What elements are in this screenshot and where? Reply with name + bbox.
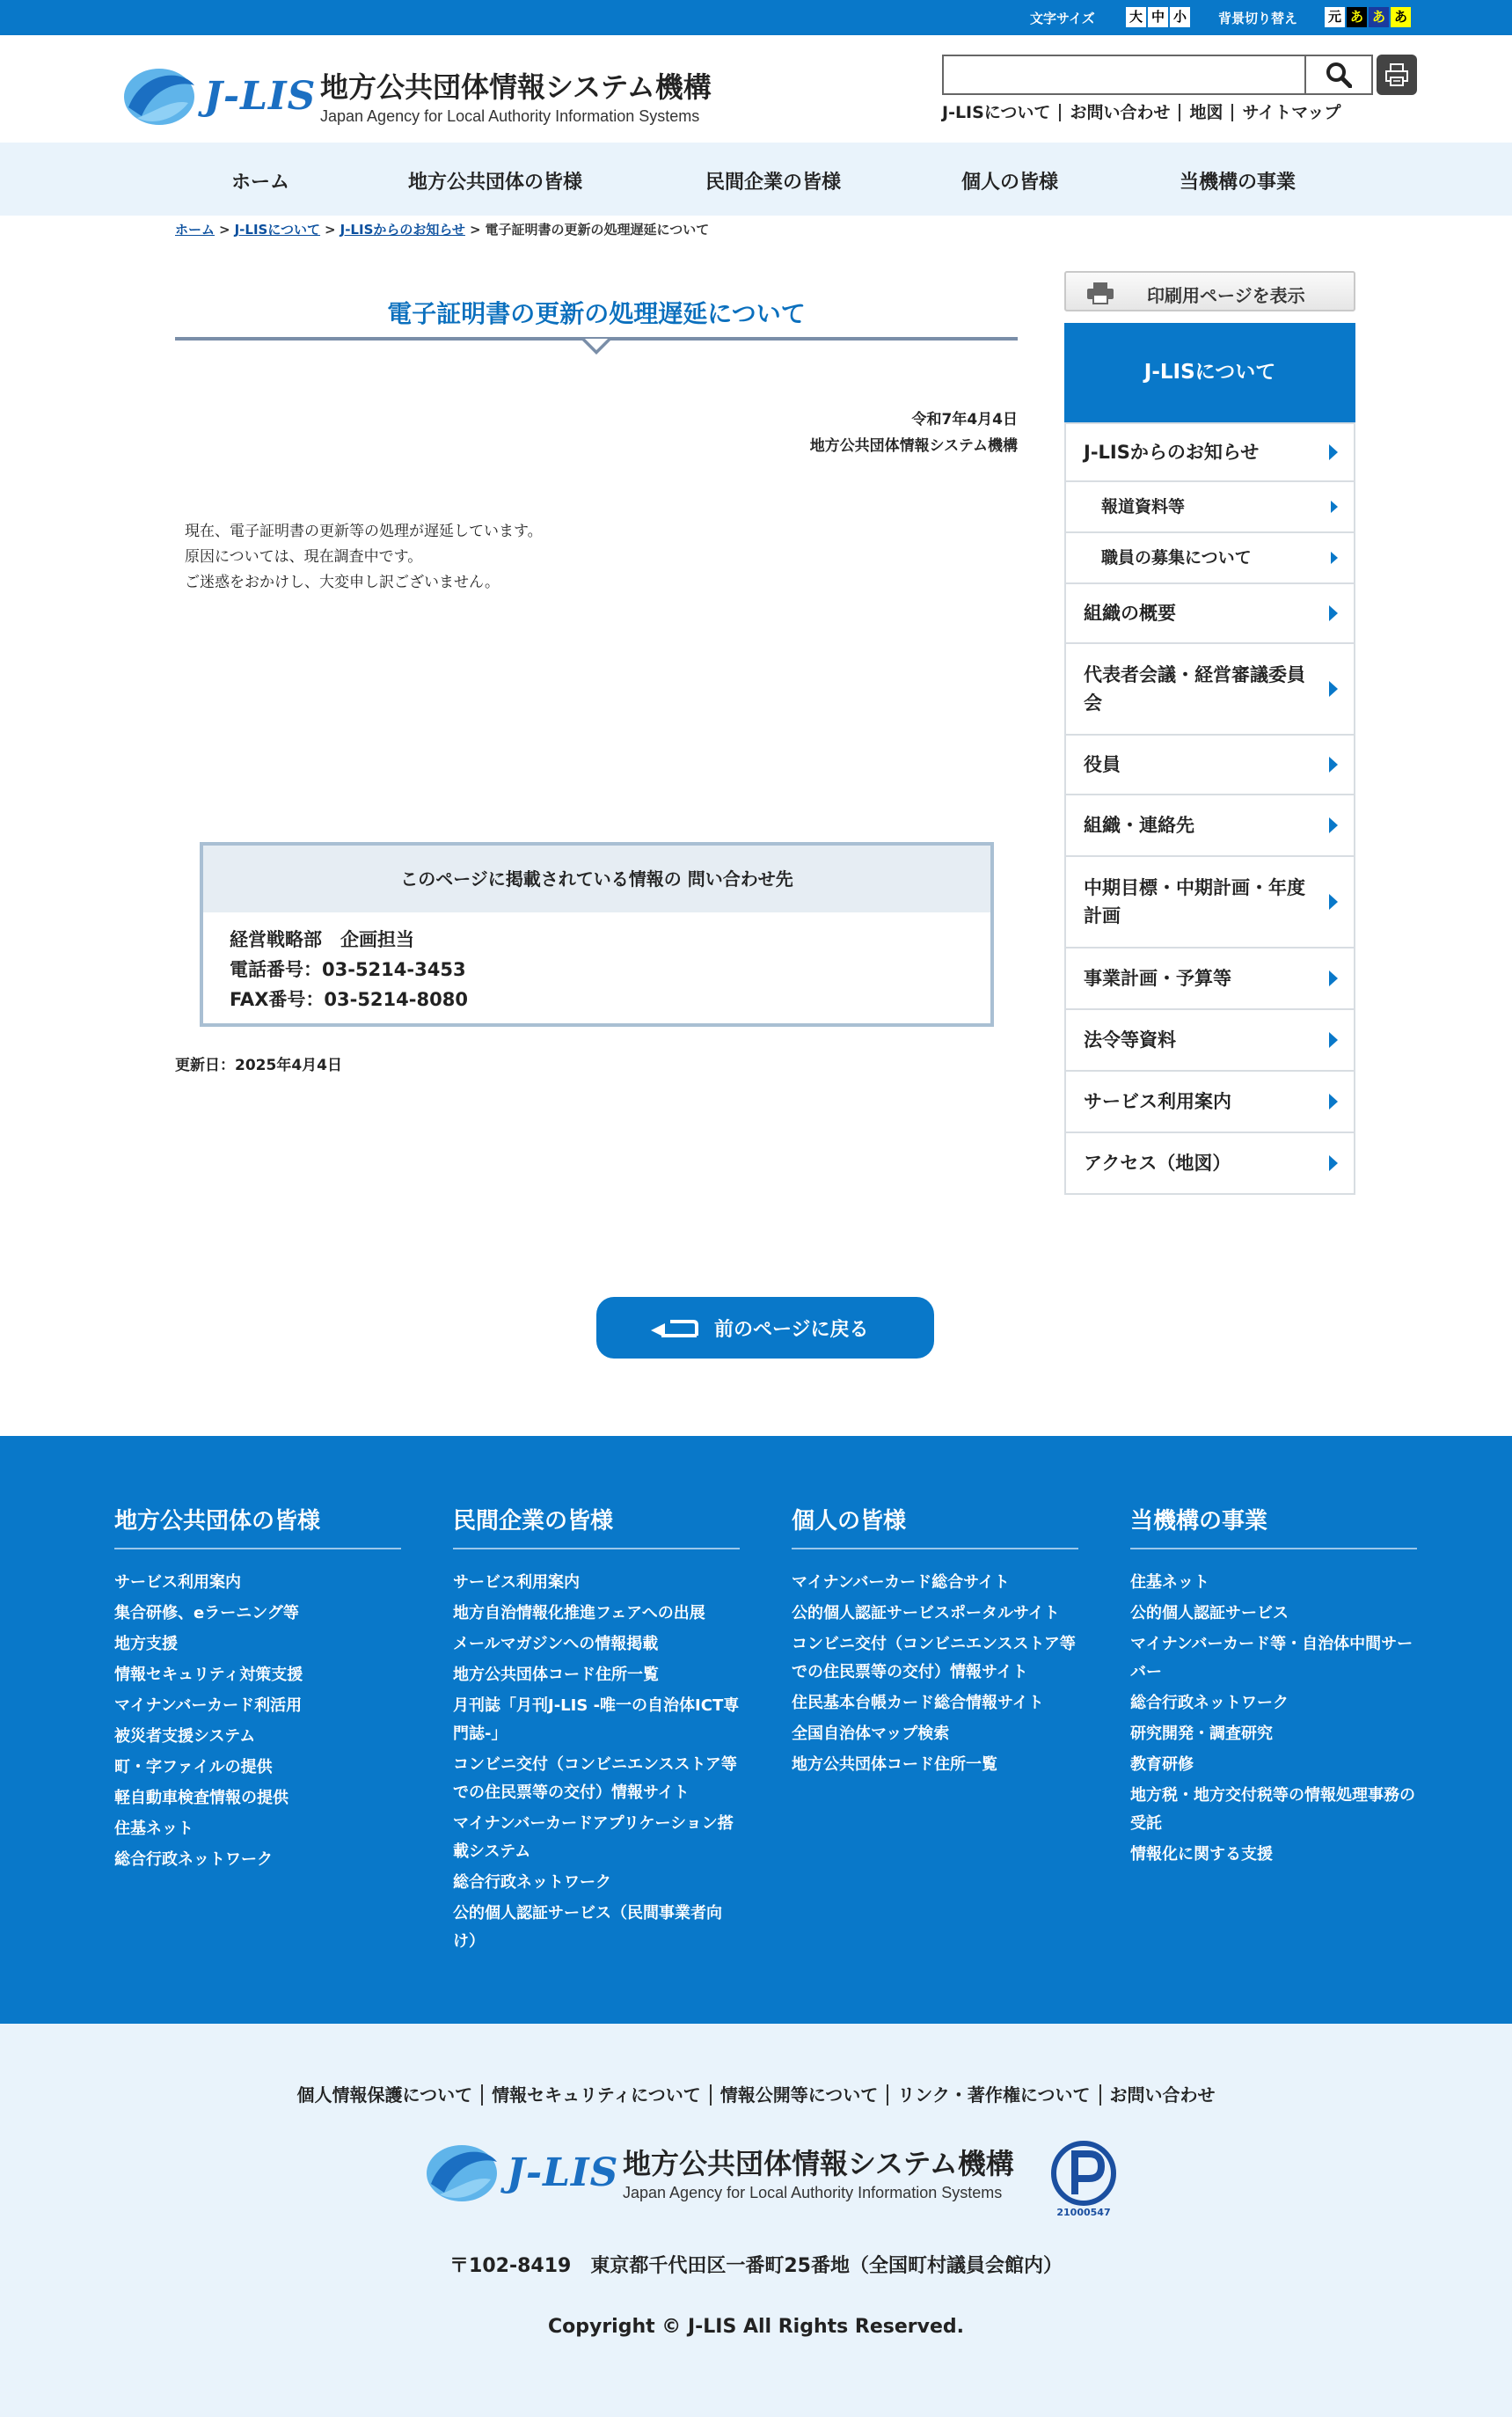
footer-link[interactable]: 情報セキュリティ対策支援 [114,1666,303,1684]
bg-original-button[interactable]: 元 [1325,7,1345,27]
footer-link[interactable]: 地方公共団体コード住所一覧 [792,1755,997,1774]
footer-link-list [114,1569,401,1874]
footer-link[interactable]: 被災者支援システム [114,1727,256,1746]
footer-link[interactable]: 地方税・地方交付税等の情報処理事務の受託 [1130,1786,1415,1833]
arrow-right-icon [1329,1094,1338,1110]
sidebar-item[interactable] [1066,947,1354,1008]
font-size-small-button[interactable]: 小 [1170,7,1190,27]
contact-box [200,842,994,1027]
sidebar-item-label: 代表者会議・経営審議委員会 [1084,664,1305,714]
footer-col-business [1130,1503,1417,1871]
footer-link[interactable]: 情報化に関する支援 [1130,1845,1273,1864]
header-link-contact[interactable]: お問い合わせ [1059,104,1179,121]
footer-link[interactable]: 研究開発・調査研究 [1130,1725,1273,1743]
header-link-about[interactable]: J-LISについて [942,103,1051,122]
sidebar-menu [1064,422,1355,1195]
breadcrumb-home[interactable]: ホーム [175,222,215,238]
sidebar-item[interactable] [1066,734,1354,794]
footer-link[interactable]: コンビニ交付（コンビニエンスストア等での住民票等の交付）情報サイト [792,1635,1076,1681]
contact-department: 経営戦略部 企画担当 [230,929,414,950]
breadcrumb-separator: > [325,222,336,238]
printer-icon [1085,281,1115,305]
font-size-medium-button[interactable]: 中 [1148,7,1168,27]
footer-link[interactable]: 住民基本台帳カード総合情報サイト [792,1694,1044,1712]
footer-col-private [453,1503,740,1959]
site-logo[interactable] [120,62,735,132]
body-line: 現在、電子証明書の更新等の処理が遅延しています。 [185,523,543,540]
header-utility-links [942,104,1349,121]
font-size-large-button[interactable]: 大 [1126,7,1146,27]
publisher: 地方公共団体情報システム機構 [809,437,1018,455]
search-button[interactable] [1304,55,1373,95]
logo-english-name: Japan Agency for Local Authority Information Systems [623,2184,1003,2201]
footer-link[interactable]: コンビニ交付（コンビニエンスストア等での住民票等の交付）情報サイト [453,1755,737,1802]
arrow-right-icon [1329,970,1338,986]
footer-bottom [0,2024,1512,2417]
bg-blue-button[interactable]: あ [1369,7,1389,27]
back-button-label: 前のページに戻る [714,1319,869,1341]
sidebar-item-label: J-LISからのお知らせ [1084,442,1260,463]
bg-black-button[interactable]: あ [1347,7,1367,27]
sidebar-item-label: 職員の募集について [1101,548,1252,568]
footer-link[interactable]: マイナンバーカード等・自治体中間サーバー [1130,1635,1413,1681]
gnav-local-gov[interactable]: 地方公共団体の皆様 [408,172,583,194]
font-size-label: 文字サイズ [1030,11,1095,26]
publish-info [616,406,1018,459]
sidebar-item-label: 組織の概要 [1084,603,1176,624]
footer-link-list [1130,1569,1417,1869]
contact-phone: 電話番号：03-5214-3453 [230,959,466,980]
footer-col-title[interactable]: 当機構の事業 [1130,1503,1417,1549]
logo-english-name: Japan Agency for Local Authority Information Systems [320,107,700,125]
arrow-right-icon [1329,757,1338,773]
gnav-individual[interactable]: 個人の皆様 [961,172,1059,194]
sidebar-item[interactable] [1066,1008,1354,1070]
breadcrumb-about[interactable]: J-LISについて [234,222,321,238]
logo-wordmark: J-LIS [204,74,317,119]
body-line: ご迷惑をおかけし、大変申し訳ございません。 [185,574,500,591]
site-footer [0,1436,1512,2024]
footer-link[interactable]: 総合行政ネットワーク [453,1873,611,1892]
header-link-sitemap[interactable]: サイトマップ [1231,104,1349,121]
footer-link[interactable]: サービス利用案内 [453,1573,580,1592]
printer-icon [1384,62,1410,88]
top-utility-bar [0,0,1512,35]
footer-logo[interactable] [422,2138,1038,2208]
article-body [185,519,543,596]
contact-details [203,912,990,1014]
footer-link[interactable]: 月刊誌「月刊J-LIS -唯一の自治体ICT専門誌-」 [453,1696,740,1743]
breadcrumb-separator: > [219,222,230,238]
updated-date: 更新日：2025年4月4日 [175,1057,342,1074]
logo-japanese-name: 地方公共団体情報システム機構 [320,70,712,104]
breadcrumb [175,220,709,238]
footer-link[interactable]: 軽自動車検査情報の提供 [114,1789,289,1807]
privacy-mark-icon[interactable] [1040,2128,1128,2219]
footer-link[interactable]: マイナンバーカード利活用 [114,1696,303,1715]
sidebar-item[interactable] [1066,855,1354,947]
breadcrumb-current: 電子証明書の更新の処理遅延について [485,222,710,238]
footer-link-disclosure[interactable]: 情報公開等について [710,2084,887,2106]
sidebar-item[interactable] [1066,422,1354,480]
arrow-right-icon [1329,444,1338,460]
global-nav [0,143,1512,216]
privacy-mark-number: 21000547 [1056,2207,1111,2218]
page-title: 電子証明書の更新の処理遅延について [387,299,806,328]
footer-link[interactable]: マイナンバーカード総合サイト [792,1573,1010,1592]
footer-link[interactable]: 住基ネット [1130,1573,1209,1592]
sidebar-item[interactable] [1066,480,1354,531]
sidebar-heading: J-LISについて [1064,323,1355,422]
footer-link[interactable]: メールマガジンへの情報掲載 [453,1635,659,1653]
footer-col-title[interactable]: 個人の皆様 [792,1503,1078,1549]
footer-link-list [453,1569,740,1956]
header-link-map[interactable]: 地図 [1179,104,1231,121]
sidebar-item[interactable] [1066,582,1354,642]
breadcrumb-separator: > [469,222,481,238]
sidebar-item[interactable] [1066,1070,1354,1132]
background-switch-label: 背景切り替え [1218,11,1298,26]
footer-link-contact[interactable]: お問い合わせ [1099,2084,1224,2106]
site-header [0,35,1512,143]
gnav-private[interactable]: 民間企業の皆様 [705,172,842,194]
address: 〒102-8419 東京都千代田区一番町25番地（全国町村議員会館内） [449,2255,1063,2277]
contact-fax: FAX番号：03-5214-8080 [230,989,468,1010]
sidebar-item[interactable] [1066,1132,1354,1193]
footer-col-title[interactable]: 地方公共団体の皆様 [114,1503,401,1549]
footer-policy-links [0,2081,1512,2106]
sidebar-item-label: サービス利用案内 [1084,1091,1231,1112]
arrow-right-icon [1329,1032,1338,1048]
logo-wordmark: J-LIS [507,2150,619,2195]
footer-col-individual [792,1503,1078,1782]
print-page-button[interactable] [1377,55,1417,95]
arrow-right-icon [1331,501,1338,513]
arrow-right-icon [1329,894,1338,910]
arrow-right-icon [1329,1155,1338,1171]
footer-link[interactable]: 住基ネット [114,1820,194,1838]
title-notch-decoration [581,339,612,356]
bg-yellow-button[interactable]: あ [1391,7,1411,27]
back-button[interactable] [596,1297,934,1359]
footer-link[interactable]: 総合行政ネットワーク [114,1850,273,1869]
gnav-business[interactable]: 当機構の事業 [1180,172,1297,194]
footer-link-list [792,1569,1078,1779]
search-input[interactable] [942,55,1306,95]
arrow-right-icon [1329,605,1338,621]
arrow-right-icon [1331,552,1338,564]
sidebar-item[interactable] [1066,794,1354,855]
contact-heading: このページに掲載されている情報の 問い合わせ先 [203,846,990,912]
publish-date: 令和7年4月4日 [911,411,1018,428]
footer-link[interactable]: 全国自治体マップ検索 [792,1725,950,1743]
sidebar-item-label: 役員 [1084,754,1121,775]
footer-col-title[interactable]: 民間企業の皆様 [453,1503,740,1549]
footer-link[interactable]: 公的個人認証サービス [1130,1604,1289,1622]
gnav-home[interactable]: ホーム [231,172,290,194]
jlis-logo-icon [120,63,199,128]
sidebar-item-label: 報道資料等 [1101,497,1186,516]
footer-col-local-gov [114,1503,401,1877]
search-icon [1326,62,1352,88]
footer-link[interactable]: 地方公共団体コード住所一覧 [453,1666,659,1684]
sidebar-item-label: 中期目標・中期計画・年度計画 [1084,877,1305,927]
return-arrow-icon [649,1318,698,1337]
background-buttons [1325,7,1411,27]
footer-link[interactable]: サービス利用案内 [114,1573,241,1592]
sidebar-item[interactable] [1066,531,1354,582]
sidebar-item[interactable] [1066,642,1354,734]
arrow-right-icon [1329,817,1338,833]
footer-link[interactable]: 地方自治情報化推進フェアへの出展 [453,1604,705,1622]
print-view-button[interactable] [1064,271,1355,311]
sidebar-item-label: 組織・連絡先 [1084,815,1194,836]
arrow-right-icon [1329,681,1338,697]
logo-japanese-name: 地方公共団体情報システム機構 [623,2147,1014,2180]
footer-link[interactable]: 公的個人認証サービス（民間事業者向け） [453,1904,722,1951]
copyright: Copyright © J-LIS All Rights Reserved. [547,2316,965,2338]
footer-link[interactable]: 集合研修、eラーニング等 [114,1604,299,1622]
footer-link[interactable]: 公的個人認証サービスポータルサイト [792,1604,1060,1622]
footer-link[interactable]: 地方支援 [114,1635,178,1653]
print-view-label: 印刷用ページを表示 [1147,285,1305,306]
footer-link[interactable]: 町・字ファイルの提供 [114,1758,273,1776]
footer-link[interactable]: 総合行政ネットワーク [1130,1694,1289,1712]
search-form [942,55,1373,95]
sidebar-item-label: 法令等資料 [1084,1029,1176,1051]
footer-link[interactable]: マイナンバーカードアプリケーション搭載システム [453,1814,734,1861]
sidebar-item-label: アクセス（地図） [1084,1153,1231,1174]
footer-link[interactable]: 教育研修 [1130,1755,1194,1774]
sidebar-item-label: 事業計画・予算等 [1084,968,1231,989]
font-size-buttons [1126,7,1190,27]
footer-link-privacy[interactable]: 個人情報保護について [296,2084,473,2106]
footer-link-security[interactable]: 情報セキュリティについて [481,2084,710,2106]
breadcrumb-news[interactable]: J-LISからのお知らせ [340,222,465,238]
jlis-logo-icon [422,2140,501,2205]
body-line: 原因については、現在調査中です。 [185,548,423,566]
footer-link-copyright[interactable]: リンク・著作権について [887,2084,1099,2106]
